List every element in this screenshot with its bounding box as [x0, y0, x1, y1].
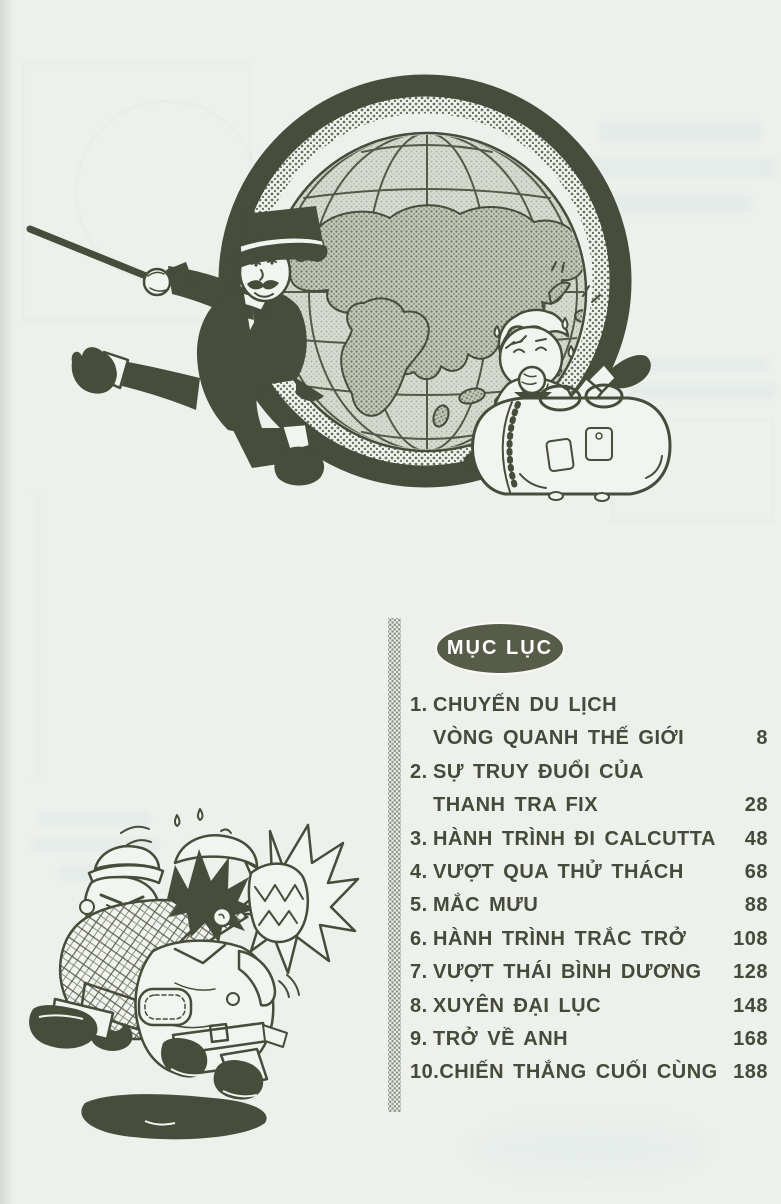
toc-entry-page: 128 — [733, 961, 768, 984]
toc-entry-title: TRỞ VỀ ANH — [433, 1027, 569, 1050]
toc-entry-number: 10. — [410, 1061, 440, 1084]
toc-entry-title: VÒNG QUANH THẾ GIỚI — [433, 727, 685, 750]
toc-entry-page: 68 — [744, 860, 768, 883]
toc-entry-page: 108 — [733, 927, 768, 950]
front-leg — [122, 362, 200, 410]
gentleman-figure — [30, 206, 328, 486]
toc-entry-line — [410, 995, 768, 1028]
shout-mouth — [249, 864, 308, 942]
table-of-contents — [410, 618, 768, 1095]
toc-entry-title: HÀNH TRÌNH TRẮC TRỞ — [433, 927, 687, 950]
bleedthrough-patch — [470, 1118, 710, 1178]
ear — [213, 908, 231, 926]
toc-entry-line — [410, 894, 768, 927]
hand-over-mouth — [519, 367, 545, 393]
toc-entry-line — [410, 727, 768, 760]
toc-entry-number: 1. — [410, 694, 428, 716]
illustration-fight — [25, 803, 360, 1163]
toc-entry-number: 4. — [410, 860, 428, 883]
toc-entry-number: 9. — [410, 1027, 428, 1050]
toc-entry-number: 7. — [410, 961, 428, 984]
toc-entry-title: THANH TRA FIX — [433, 794, 599, 817]
toc-entry-number: 8. — [410, 994, 428, 1017]
toc-entry-page: 148 — [733, 994, 768, 1017]
toc-entry-line — [410, 694, 768, 727]
toc-entry-page: 88 — [744, 894, 768, 917]
bag-tag — [546, 438, 574, 471]
toc-entry-line — [410, 794, 768, 827]
toc-entry-page: 28 — [744, 794, 768, 817]
toc-entry-line — [410, 961, 768, 994]
toc-entry-title: XUYÊN ĐẠI LỤC — [433, 994, 602, 1017]
toc-entry-number: 6. — [410, 927, 428, 950]
toc-entry-page: 168 — [733, 1027, 768, 1050]
toc-list — [410, 694, 768, 1095]
toc-entry-page: 188 — [733, 1061, 768, 1084]
toc-entry-line — [410, 861, 768, 894]
toc-title: MỤC LỤC — [446, 637, 554, 659]
toc-entry-number: 3. — [410, 827, 428, 850]
toc-entry-line — [410, 1061, 768, 1094]
toc-entry-title: MẮC MƯU — [433, 894, 539, 917]
decorative-dotted-strip — [388, 618, 401, 1112]
cane — [30, 229, 146, 276]
toc-entry-number: 2. — [410, 760, 428, 783]
toc-entry-title: VƯỢT THÁI BÌNH DƯƠNG — [433, 961, 702, 984]
toc-entry-page: 48 — [744, 827, 768, 850]
toc-entry-title: CHIẾN THẮNG CUỐI CÙNG — [439, 1061, 718, 1084]
toc-entry-line — [410, 828, 768, 861]
toc-entry-line — [410, 1028, 768, 1061]
toc-entry-title: HÀNH TRÌNH ĐI CALCUTTA — [433, 827, 716, 850]
toc-entry-title: SỰ TRUY ĐUỔI CỦA — [433, 760, 645, 783]
toc-entry-title: CHUYẾN DU LỊCH — [433, 694, 618, 716]
toc-entry-page: 8 — [756, 727, 768, 750]
toc-entry-line — [410, 761, 768, 794]
toc-title-badge — [437, 624, 563, 673]
ground-shadow — [81, 1094, 266, 1139]
toc-entry-number: 5. — [410, 894, 428, 917]
toc-entry-line — [410, 928, 768, 961]
toc-entry-title: VƯỢT QUA THỬ THÁCH — [433, 860, 684, 883]
cap-back — [175, 835, 257, 867]
